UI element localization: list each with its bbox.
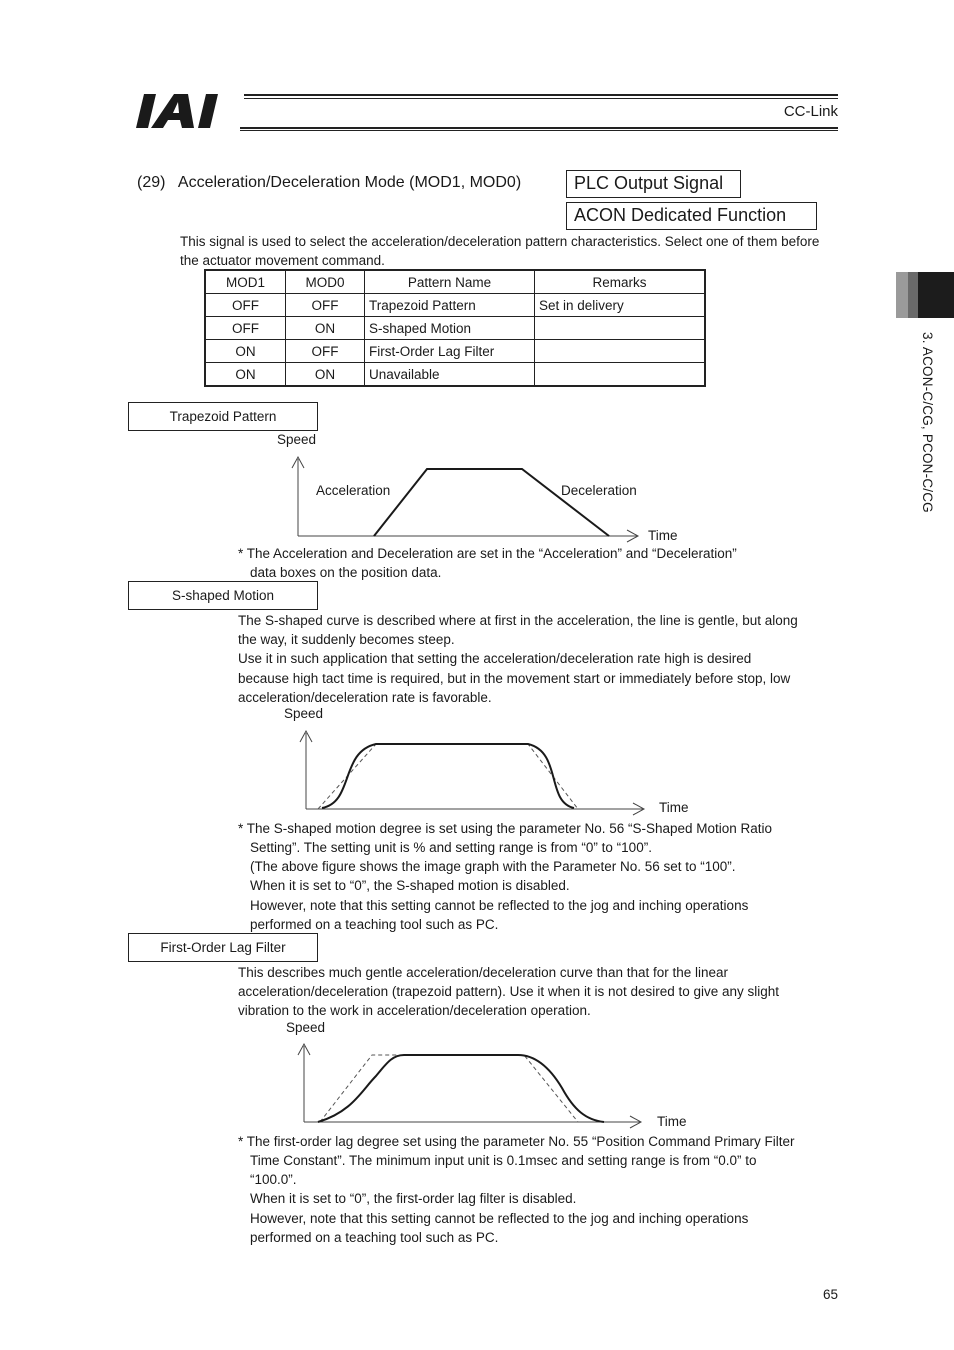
time-axis-label: Time — [648, 528, 678, 543]
page-number: 65 — [823, 1287, 839, 1302]
table-cell: ON — [205, 340, 286, 363]
table-cell: ON — [205, 363, 286, 387]
description-line: Use it in such application that setting the acceleration/deceleration rate high is desired — [238, 651, 752, 667]
iai-logo — [136, 92, 236, 130]
speed-axis-label: Speed — [284, 706, 324, 721]
side-tab-marker-dark — [918, 272, 954, 318]
trapezoid-pattern-label: Trapezoid Pattern — [128, 402, 318, 431]
table-cell: OFF — [205, 294, 286, 317]
table-header-row — [205, 270, 705, 294]
table-cell: S-shaped Motion — [365, 317, 535, 340]
s-shaped-motion-diagram — [280, 702, 710, 820]
table-cell: ON — [286, 363, 365, 387]
trapezoid-note-line: * The Acceleration and Deceleration are set in the “Acceleration” and “Deceleration” — [238, 546, 737, 561]
header-rule-top-thin — [244, 98, 838, 99]
table-row — [205, 294, 705, 317]
acon-dedicated-function-tag: ACON Dedicated Function — [566, 202, 817, 230]
table-header-cell: MOD0 — [286, 270, 365, 294]
first-order-lag-filter-label: First-Order Lag Filter — [128, 933, 318, 962]
first-order-description — [238, 963, 838, 1021]
s-shaped-note-line: However, note that this setting cannot be reflected to the jog and inching operations — [250, 898, 749, 913]
table-cell: Unavailable — [365, 363, 535, 387]
table-cell — [535, 317, 706, 340]
speed-axis-label: Speed — [277, 432, 317, 447]
description-line: because high tact time is required, but in the movement start or immediately before stop, low — [238, 670, 791, 686]
table-cell: First-Order Lag Filter — [365, 340, 535, 363]
time-axis-label: Time — [657, 1114, 687, 1129]
description-line: vibration to the work in acceleration/deceleration operation. — [238, 1003, 591, 1019]
s-shaped-note-line: When it is set to “0”, the S-shaped motion is disabled. — [250, 878, 570, 893]
table-row — [205, 317, 705, 340]
time-axis-label: Time — [659, 800, 689, 815]
mode-table — [204, 269, 706, 387]
description-line: acceleration/deceleration (trapezoid pattern). Use it when it is not desired to give any slight — [238, 984, 780, 1000]
header-rule-top — [244, 94, 838, 96]
table-cell — [535, 340, 706, 363]
table-row — [205, 340, 705, 363]
first-order-lag-diagram — [280, 1016, 710, 1134]
table-cell: Trapezoid Pattern — [365, 294, 535, 317]
speed-axis-label: Speed — [286, 1020, 326, 1035]
description-line: acceleration/deceleration rate is favorable. — [238, 689, 492, 705]
description-line: The S-shaped curve is described where at first in the acceleration, the line is gentle, but along — [238, 613, 798, 628]
header-section-name: CC-Link — [783, 103, 838, 120]
side-tab-marker-mid — [908, 272, 918, 318]
first-order-note-line: * The first-order lag degree set using the parameter No. 55 “Position Command Primary Filter — [238, 1134, 795, 1149]
table-cell: OFF — [286, 294, 365, 317]
table-cell: ON — [286, 317, 365, 340]
table-cell: OFF — [205, 317, 286, 340]
trapezoid-pattern-diagram — [270, 428, 690, 546]
s-shaped-motion-label: S-shaped Motion — [128, 581, 318, 610]
header-rule-bottom-thin — [240, 130, 838, 131]
section-intro: This signal is used to select the acceleration/deceleration pattern characteristics. Select one of them before the actuator movement command. — [180, 234, 820, 268]
s-shaped-note-line: Setting”. The setting unit is % and setting range is from “0” to “100”. — [250, 840, 652, 855]
table-header-cell: Pattern Name — [365, 270, 535, 294]
side-chapter-label: 3. ACON-C/CG, PCON-C/CG — [920, 332, 935, 513]
table-header-cell: Remarks — [535, 270, 706, 294]
first-order-note-line: performed on a teaching tool such as PC. — [250, 1230, 499, 1245]
trapezoid-note-line: data boxes on the position data. — [250, 565, 442, 580]
s-shaped-note-line: performed on a teaching tool such as PC. — [250, 917, 499, 932]
first-order-note-line: When it is set to “0”, the first-order lag filter is disabled. — [250, 1191, 577, 1206]
s-shaped-note-line: (The above figure shows the image graph with the Parameter No. 56 set to “100”. — [250, 859, 736, 874]
description-line: This describes much gentle acceleration/deceleration curve than that for the linear — [238, 965, 729, 980]
plc-output-signal-tag: PLC Output Signal — [566, 170, 741, 198]
side-tab-marker-light — [896, 272, 908, 318]
deceleration-label: Deceleration — [561, 483, 637, 498]
section-title: (29) Acceleration/Deceleration Mode (MOD1, MOD0) — [137, 174, 522, 191]
description-line: the way, it suddenly becomes steep. — [238, 632, 455, 648]
first-order-note-line: However, note that this setting cannot be reflected to the jog and inching operations — [250, 1211, 749, 1226]
s-shaped-note-line: * The S-shaped motion degree is set using the parameter No. 56 “S-Shaped Motion Ratio — [238, 821, 773, 836]
first-order-note-line: Time Constant”. The minimum input unit is 0.1msec and setting range is from “0.0” to — [250, 1153, 757, 1168]
header-rule-bottom — [240, 127, 838, 129]
table-cell: Set in delivery — [535, 294, 706, 317]
table-cell — [535, 363, 706, 387]
s-shaped-description — [238, 611, 838, 707]
table-header-cell: MOD1 — [205, 270, 286, 294]
table-cell: OFF — [286, 340, 365, 363]
table-row — [205, 363, 705, 387]
acceleration-label: Acceleration — [316, 483, 391, 498]
first-order-note-line: “100.0”. — [250, 1172, 297, 1187]
